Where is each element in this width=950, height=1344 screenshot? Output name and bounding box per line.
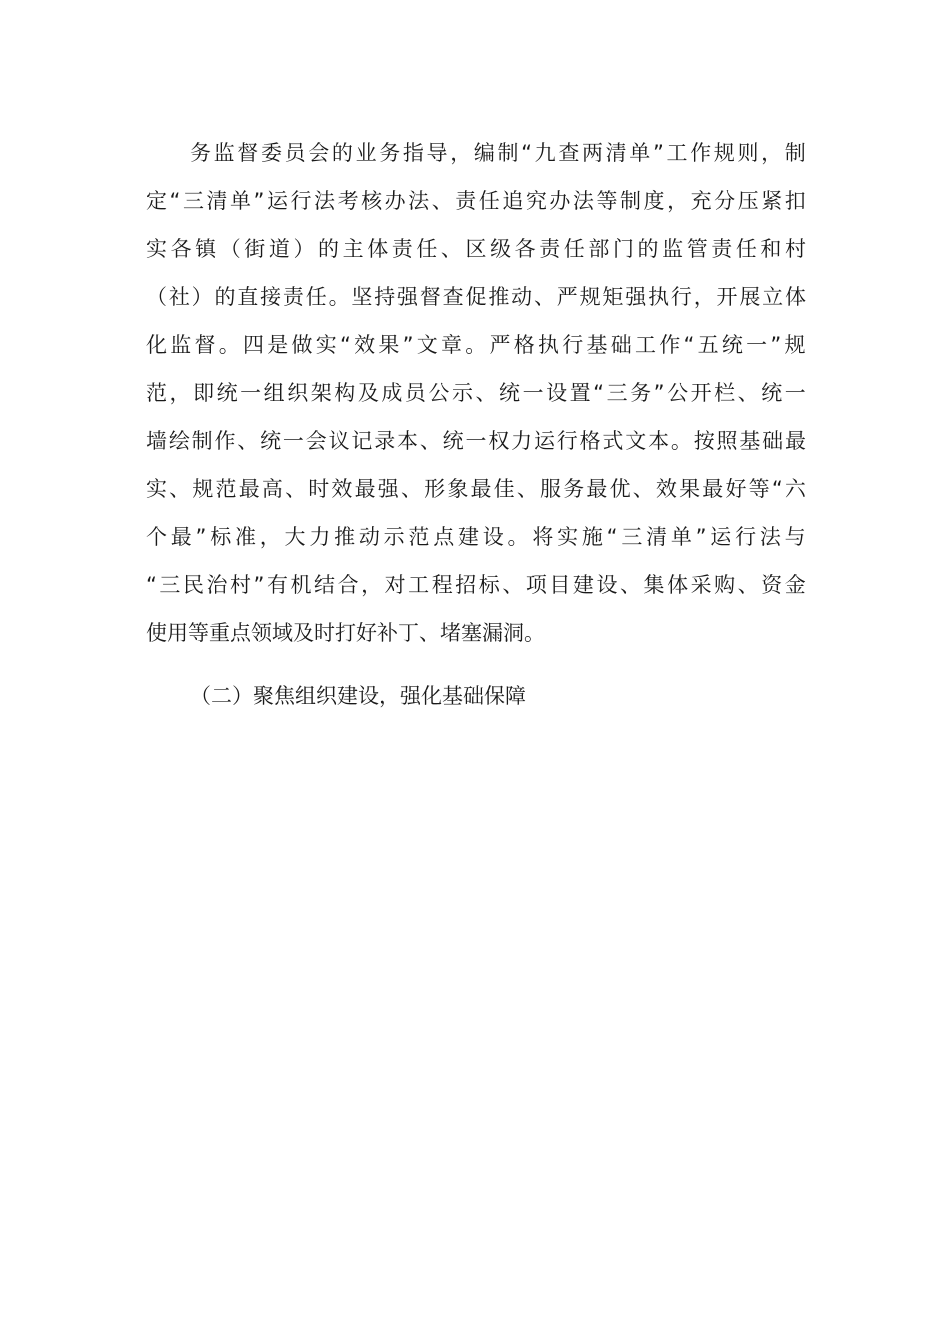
- paragraph-line: 个最”标准，大力推动示范点建设。将实施“三清单”运行法与: [146, 525, 810, 549]
- paragraph-line: 务监督委员会的业务指导，编制“九查两清单”工作规则，制: [190, 141, 809, 165]
- paragraph-line: 定“三清单”运行法考核办法、责任追究办法等制度，充分压紧扣: [146, 189, 809, 213]
- section-heading: （二）聚焦组织建设，强化基础保障: [190, 684, 526, 708]
- paragraph-line: 实各镇（街道）的主体责任、区级各责任部门的监管责任和村: [146, 237, 810, 261]
- paragraph-line: 范，即统一组织架构及成员公示、统一设置“三务”公开栏、统一: [146, 381, 809, 405]
- paragraph-line: 实、规范最高、时效最强、形象最佳、服务最优、效果最好等“六: [146, 477, 809, 501]
- paragraph-line: 使用等重点领域及时打好补丁、堵塞漏洞。: [146, 621, 545, 645]
- paragraph-line: （社）的直接责任。坚持强督查促推动、严规矩强执行，开展立体: [146, 285, 808, 309]
- paragraph-line: 墙绘制作、统一会议记录本、统一权力运行格式文本。按照基础最: [146, 429, 808, 453]
- paragraph-line: 化监督。四是做实“效果”文章。严格执行基础工作“五统一”规: [146, 333, 809, 357]
- paragraph-line: “三民治村”有机结合，对工程招标、项目建设、集体采购、资金: [146, 573, 809, 597]
